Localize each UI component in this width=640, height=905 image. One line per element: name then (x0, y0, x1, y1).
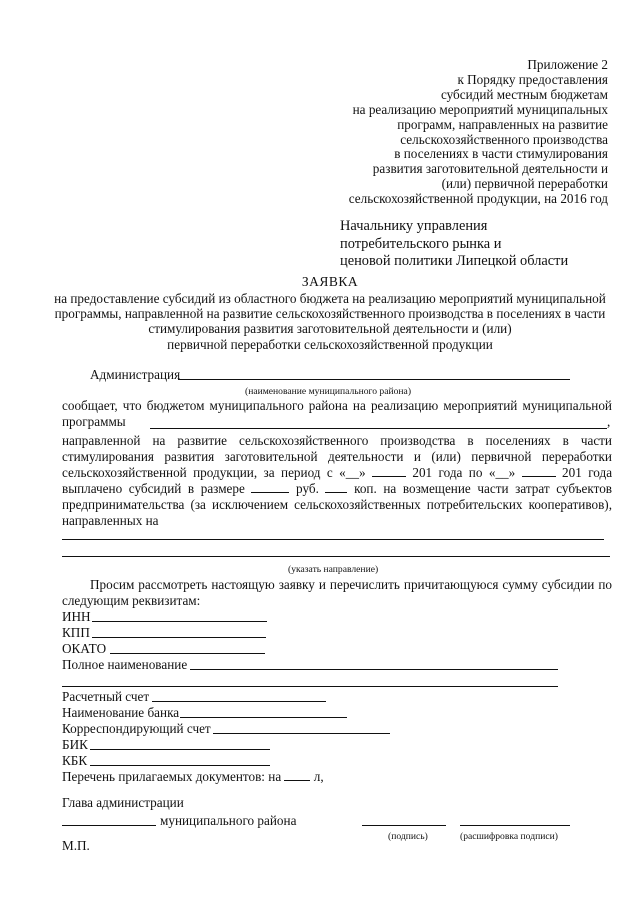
period-line (62, 465, 612, 480)
amount-rub-field[interactable] (251, 481, 289, 493)
appendix-block (349, 58, 608, 207)
appendix-line: в поселениях в части стимулирования (394, 146, 608, 162)
document-title: ЗАЯВКА (301, 274, 359, 289)
administration-label: Администрация (90, 367, 181, 382)
request-line: следующим реквизитам: (62, 593, 201, 608)
request-line: Просим рассмотреть настоящую заявку и перечислить причитающуюся сумму субсидии по (90, 577, 612, 592)
stamp-label: М.П. (62, 838, 90, 853)
document-subtitle (30, 291, 630, 352)
documents-line (62, 769, 324, 784)
appendix-line: субсидий местным бюджетам (440, 86, 608, 102)
body-line: сообщает, что бюджетом муниципального района на реализацию мероприятий муниципальной (62, 398, 612, 413)
addressee-line: Начальнику управления (340, 218, 488, 234)
account-label: Расчетный счет (62, 689, 150, 704)
body-line: стимулирования развития заготовительной деятельности и (или) первичной переработки (62, 449, 612, 464)
period-text-year: года (588, 465, 613, 480)
bank-field[interactable] (180, 717, 347, 718)
appendix-line: развития заготовительной деятельности и (372, 161, 608, 177)
addressee-line: ценовой политики Липецкой области (340, 253, 569, 269)
signature-field[interactable] (362, 825, 446, 826)
head-name-field[interactable] (62, 825, 156, 826)
bik-field[interactable] (90, 749, 270, 750)
period-month-from-field[interactable] (372, 465, 406, 477)
amount-kop-field[interactable] (325, 481, 347, 493)
appendix-line: сельскохозяйственной продукции, на 2016 год (348, 191, 608, 207)
period-text-to: года по (438, 465, 483, 480)
okato-label: ОКАТО (62, 641, 107, 656)
subtitle-line: программы, направленной на развитие сельскохозяйственного производства в поселениях в части (54, 306, 606, 322)
account-field[interactable] (152, 701, 326, 702)
program-comma: , (607, 414, 611, 429)
appendix-line: к Порядку предоставления (457, 71, 608, 87)
full-name-field[interactable] (190, 669, 558, 670)
amount-rub-label: руб. (296, 481, 319, 496)
head-label: Глава администрации (62, 795, 184, 810)
full-name-label: Полное наименование (62, 657, 188, 672)
direction-field-1[interactable] (62, 539, 604, 540)
directed-label: направленных на (62, 513, 159, 528)
appendix-line: программ, направленных на развитие (397, 116, 608, 132)
body-line: направленной на развитие сельскохозяйственного производства в поселениях в части (62, 433, 612, 448)
full-name-field-2[interactable] (62, 686, 558, 687)
direction-field-2[interactable] (62, 556, 610, 557)
addressee-block (340, 218, 568, 271)
subtitle-line: первичной переработки сельскохозяйственной продукции (167, 336, 493, 352)
amount-line (62, 481, 612, 496)
amount-text: выплачено субсидий в размере (62, 481, 245, 496)
corr-account-field[interactable] (213, 733, 390, 734)
bank-label: Наименование банка (62, 705, 180, 720)
kbk-label: КБК (62, 753, 88, 768)
amount-kop-text: коп. на возмещение части затрат субъектов (354, 481, 613, 496)
direction-caption: (указать направление) (288, 564, 379, 575)
program-label: программы (62, 414, 126, 429)
body-line: предпринимательства (за исключением сельскохозяйственных потребительских кооперативов), (62, 497, 612, 512)
program-field[interactable] (150, 428, 607, 429)
okato-field[interactable] (110, 653, 265, 654)
documents-pages-label: л, (313, 769, 324, 784)
kbk-field[interactable] (90, 765, 270, 766)
administration-caption: (наименование муниципального района) (245, 386, 412, 397)
subtitle-line: на предоставление субсидий из областного бюджета на реализацию мероприятий муниципальной (54, 291, 606, 306)
inn-field[interactable] (92, 621, 267, 622)
corr-account-label: Корреспондирующий счет (62, 721, 211, 736)
period-year-to: 201 (562, 465, 582, 480)
period-year-from: 201 (412, 465, 433, 480)
bik-label: БИК (62, 737, 88, 752)
decode-caption: (расшифровка подписи) (460, 831, 558, 842)
appendix-line: (или) первичной переработки (441, 176, 608, 192)
subtitle-line: стимулирования развития заготовительной деятельности и (или) (148, 321, 512, 337)
documents-pages-field[interactable] (284, 769, 310, 781)
period-text: сельскохозяйственной продукции, за период с (62, 465, 333, 480)
inn-label: ИНН (62, 609, 91, 624)
signature-decode-field[interactable] (460, 825, 570, 826)
appendix-line: на реализацию мероприятий муниципальных (352, 101, 608, 117)
district-label: муниципального района (160, 813, 297, 828)
signature-caption: (подпись) (388, 831, 428, 842)
kpp-label: КПП (62, 625, 90, 640)
appendix-line: Приложение 2 (527, 57, 608, 72)
administration-field[interactable] (178, 379, 570, 380)
period-day-from[interactable]: «__» (339, 465, 366, 480)
period-month-to-field[interactable] (522, 465, 556, 477)
kpp-field[interactable] (92, 637, 266, 638)
period-day-to[interactable]: «__» (488, 465, 516, 480)
documents-text: Перечень прилагаемых документов: на (62, 769, 282, 784)
addressee-line: потребительского рынка и (340, 235, 502, 252)
appendix-line: сельскохозяйственного производства (400, 131, 608, 147)
